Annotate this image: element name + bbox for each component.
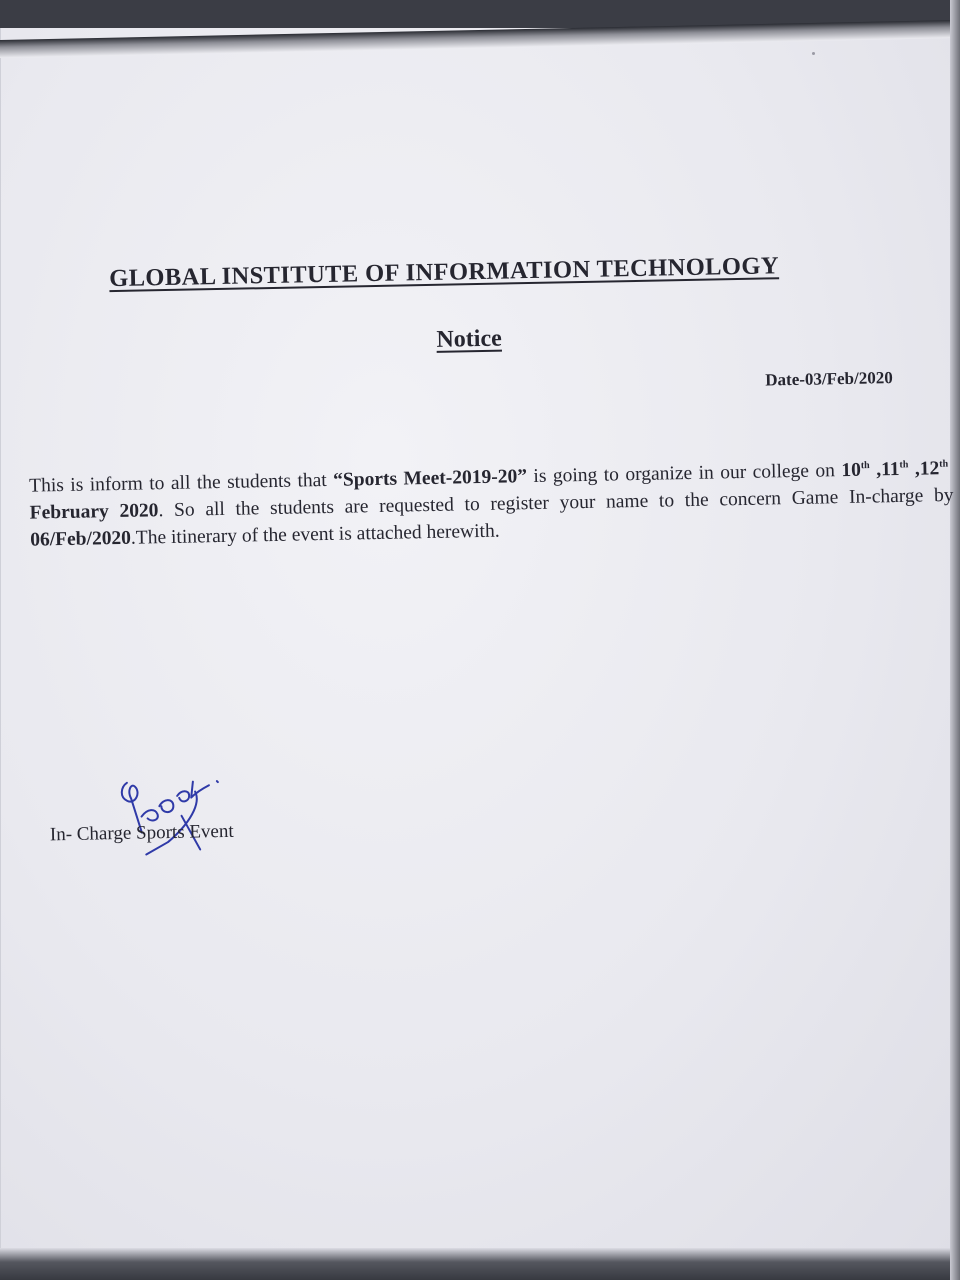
event-day-1: 10th ,11th ,12th February 2020 (29, 458, 949, 524)
notice-title: Notice (436, 325, 502, 353)
notice-body (29, 455, 954, 554)
institute-name: GLOBAL INSTITUTE OF INFORMATION TECHNOLOGY (108, 252, 780, 293)
body-text-part4: .The itinerary of the event is attached herewith. (130, 520, 500, 549)
notice-date: Date-03/Feb/2020 (765, 368, 893, 390)
body-text-part2: is going to organize in our college on (526, 460, 842, 488)
registration-deadline: 06/Feb/2020 (30, 527, 132, 551)
event-name: “Sports Meet-2019-20” (332, 466, 528, 491)
signature-block (49, 773, 310, 858)
event-month-year: February 2020 (29, 500, 159, 524)
signatory-title: In- Charge Sports Event (49, 820, 234, 846)
body-text-part3: . So all the students are requested to register your name to the concern Game In-charge by (158, 484, 954, 522)
body-text-part1: This is inform to all the students that (28, 469, 334, 497)
